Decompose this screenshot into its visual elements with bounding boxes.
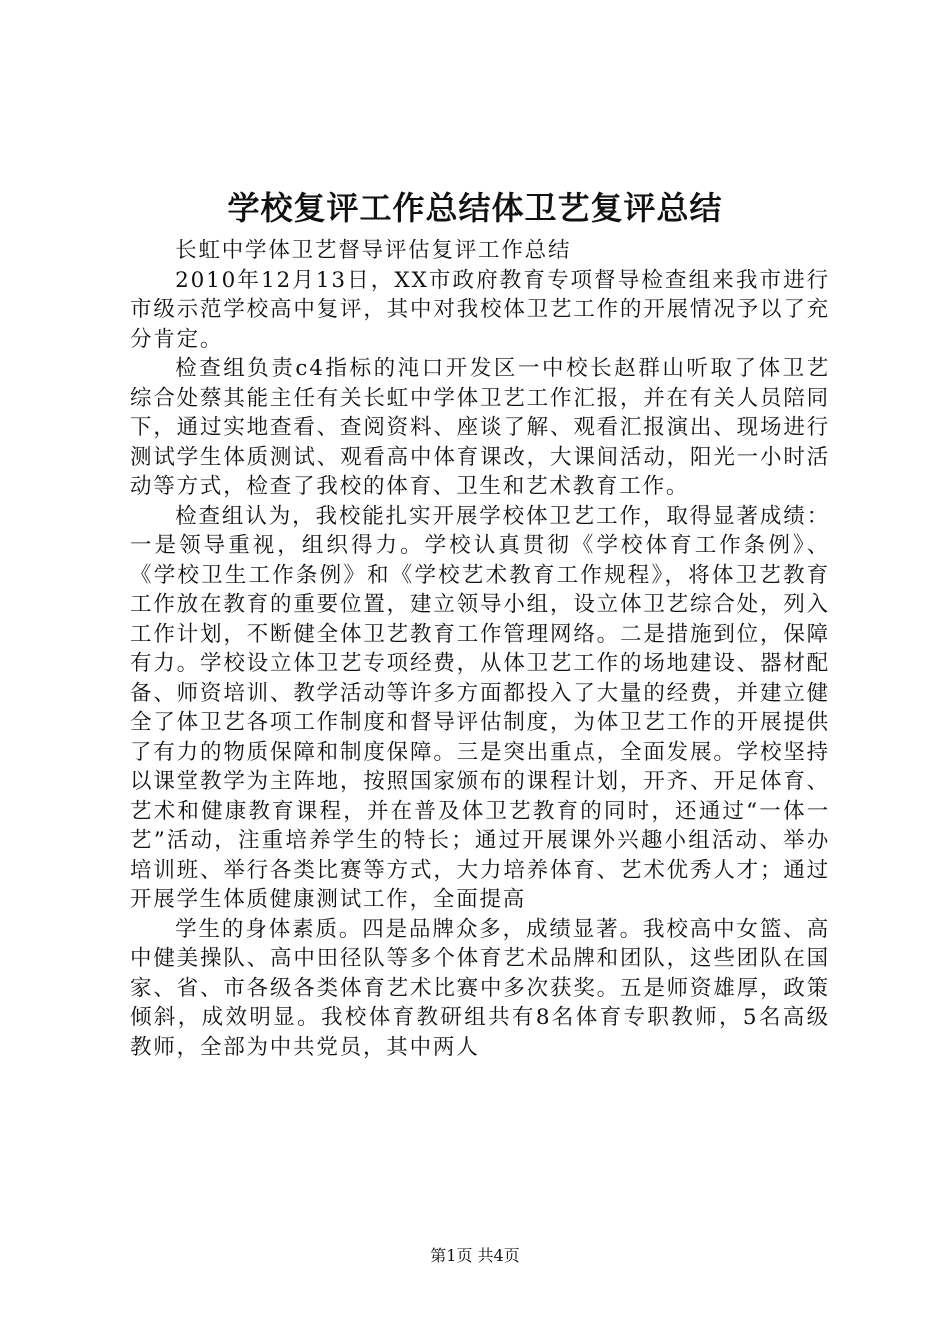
document-title: 学校复评工作总结体卫艺复评总结 (227, 189, 723, 227)
paragraph: 检查组认为，我校能扎实开展学校体卫艺工作，取得显著成绩：一是领导重视，组织得力。学校认真贯彻《学校体育工作条例》、《学校卫生工作条例》和《学校艺术教育工作规程》，将体卫艺教育工作放在教育的重要位置，建立领导小组，设立体卫艺综合处，列入工作计划，不断健全体卫艺教育工作管理网络。二是措施到位，保障有力。学校设立体卫艺专项经费，从体卫艺工作的场地建设、器材配备、师资培训、教学活动等许多方面都投入了大量的经费，并建立健全了体卫艺各项工作制度和督导评估制度，为体卫艺工作的开展提供了有力的物质保障和制度保障。三是突出重点，全面发展。学校坚持以课堂教学为主阵地，按照国家颁布的课程计划，开齐、开足体育、艺术和健康教育课程，并在普及体卫艺教育的同时，还通过“一体一艺”活动，注重培养学生的特长；通过开展课外兴趣小组活动、举办培训班、举行各类比赛等方式，大力培养体育、艺术优秀人才；通过开展学生体质健康测试工作，全面提高 (130, 503, 830, 912)
paragraph: 检查组负责c4指标的沌口开发区一中校长赵群山听取了体卫艺综合处蔡其能主任有关长虹中学体卫艺工作汇报，并在有关人员陪同下，通过实地查看、查阅资料、座谈了解、观看汇报演出、现场进行测试学生体质测试、观看高中体育课改，大课间活动，阳光一小时活动等方式，检查了我校的体育、卫生和艺术教育工作。 (130, 356, 830, 499)
document-body (130, 236, 830, 1062)
page-footer: 第1页 共4页 (430, 1246, 520, 1265)
paragraph: 2010年12月13日，XX市政府教育专项督导检查组来我市进行市级示范学校高中复评，其中对我校体卫艺工作的开展情况予以了充分肯定。 (130, 267, 830, 352)
subtitle-paragraph: 长虹中学体卫艺督导评估复评工作总结 (175, 238, 572, 263)
paragraph: 学生的身体素质。四是品牌众多，成绩显著。我校高中女篮、高中健美操队、高中田径队等多个体育艺术品牌和团队，这些团队在国家、省、市各级各类体育艺术比赛中多次获奖。五是师资雄厚，政策倾斜，成效明显。我校体育教研组共有8名体育专职教师，5名高级教师，全部为中共党员，其中两人 (130, 916, 830, 1060)
